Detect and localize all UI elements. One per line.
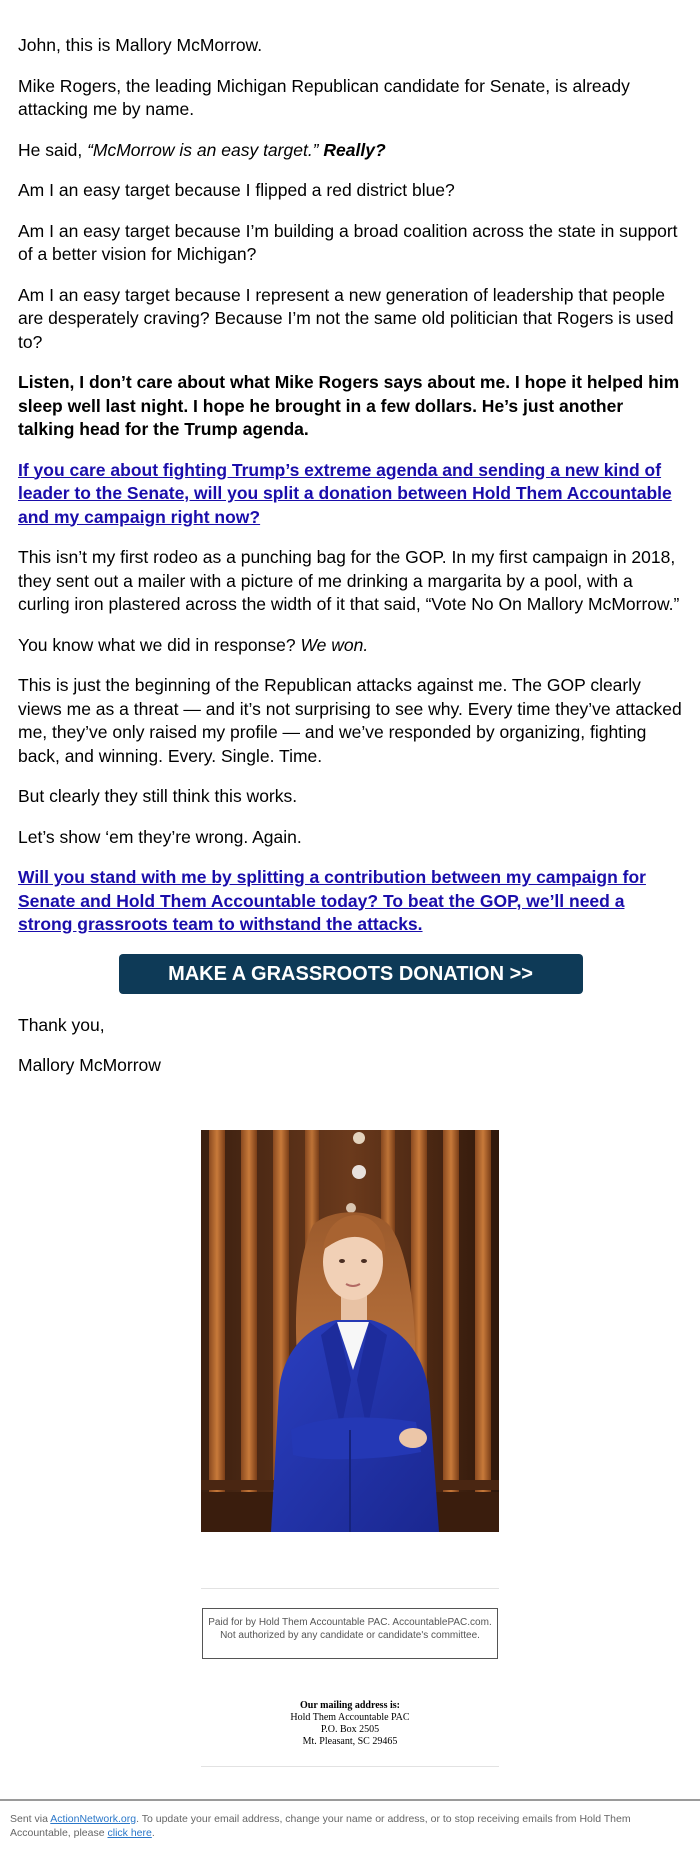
we-won-text: We won. [300, 634, 369, 655]
donate-button[interactable]: MAKE A GRASSROOTS DONATION >> [119, 954, 583, 994]
unsubscribe-link[interactable]: click here [107, 1827, 152, 1839]
paragraph-response [18, 634, 683, 658]
mailing-line-1: Hold Them Accountable PAC [290, 1712, 410, 1723]
paragraph-rodeo: This isn’t my first rodeo as a punching bag for the GOP. In my first campaign in 2018, they sent out a mailer with a picture of me drinking a margarita by a pool, with a curling iron plastered across the width of it that said, “Vote No On Mallory McMorrow.” [18, 547, 680, 614]
paid-for-disclaimer: Paid for by Hold Them Accountable PAC. AccountablePAC.com. Not authorized by any candidate or candidate's committee. [202, 1608, 498, 1659]
paragraph-still-works: But clearly they still think this works. [18, 786, 298, 806]
paragraph-he-said [18, 139, 683, 163]
candidate-portrait-illustration [201, 1130, 499, 1532]
candidate-photo [201, 1130, 499, 1532]
mailing-line-2: P.O. Box 2505 [320, 1724, 380, 1735]
paragraph-show-em: Let’s show ‘em they’re wrong. Again. [18, 826, 302, 847]
footer-divider [0, 1799, 700, 1801]
footer-end: . [151, 1827, 155, 1839]
quote-text: “McMorrow is an easy target.” [87, 139, 319, 160]
mailing-line-3: Mt. Pleasant, SC 29465 [302, 1736, 398, 1747]
footer-middle-text: . To update your email address, change your name or address, or to stop receiving emails from Hold Them Accountable, please [10, 1813, 631, 1839]
greeting: John, this is Mallory McMorrow. [18, 35, 263, 55]
paragraph-rogers: Mike Rogers, the leading Michigan Republican candidate for Senate, is already attacking me by name. [18, 75, 630, 119]
closing-thanks: Thank you, [18, 1014, 105, 1035]
response-prefix: You know what we did in response? [18, 634, 301, 655]
footer-sent-via: Sent via [10, 1813, 51, 1825]
paragraph-listen: Listen, I don’t care about what Mike Rogers says about me. I hope it helped him sleep well last night. I hope he brought in a few dollars. He’s just another talking head for the Trump agenda. [18, 372, 680, 439]
email-body [18, 34, 683, 1095]
question-coalition: Am I an easy target because I’m building a broad coalition across the state in support of a better vision for Michigan? [18, 220, 678, 264]
divider-bottom [201, 1766, 499, 1767]
divider-top [201, 1588, 499, 1589]
mailing-heading: Our mailing address is: [300, 1700, 400, 1711]
action-network-link[interactable]: ActionNetwork.org [50, 1813, 137, 1825]
donation-link-stand-with-me[interactable]: Will you stand with me by splitting a contribution between my campaign for Senate and Hold Them Accountable today? To beat the GOP, we’ll need a strong grassroots team to withstand the attacks. [18, 867, 646, 934]
signature: Mallory McMorrow [18, 1055, 161, 1075]
donate-button-wrap [18, 954, 683, 994]
paragraph-beginning: This is just the beginning of the Republican attacks against me. The GOP clearly views me as a threat — and it’s not surprising to see why. Every time they’ve attacked me, they’ve only raised my profile — and we’ve responded by organizing, fighting back, and winning. Every. Single. Time. [18, 675, 682, 766]
question-new-generation: Am I an easy target because I represent a new generation of leadership that people are desperately craving? Because I’m not the same old politician that Rogers is used to? [18, 284, 674, 352]
mailing-address [201, 1700, 499, 1748]
footer [10, 1812, 670, 1840]
he-said-prefix: He said, [18, 139, 88, 160]
really-text: Really? [323, 139, 386, 160]
question-flipped-district: Am I an easy target because I flipped a red district blue? [18, 180, 455, 200]
donation-link-split[interactable]: If you care about fighting Trump’s extreme agenda and sending a new kind of leader to the Senate, will you split a donation between Hold Them Accountable and my campaign right now? [18, 459, 672, 527]
